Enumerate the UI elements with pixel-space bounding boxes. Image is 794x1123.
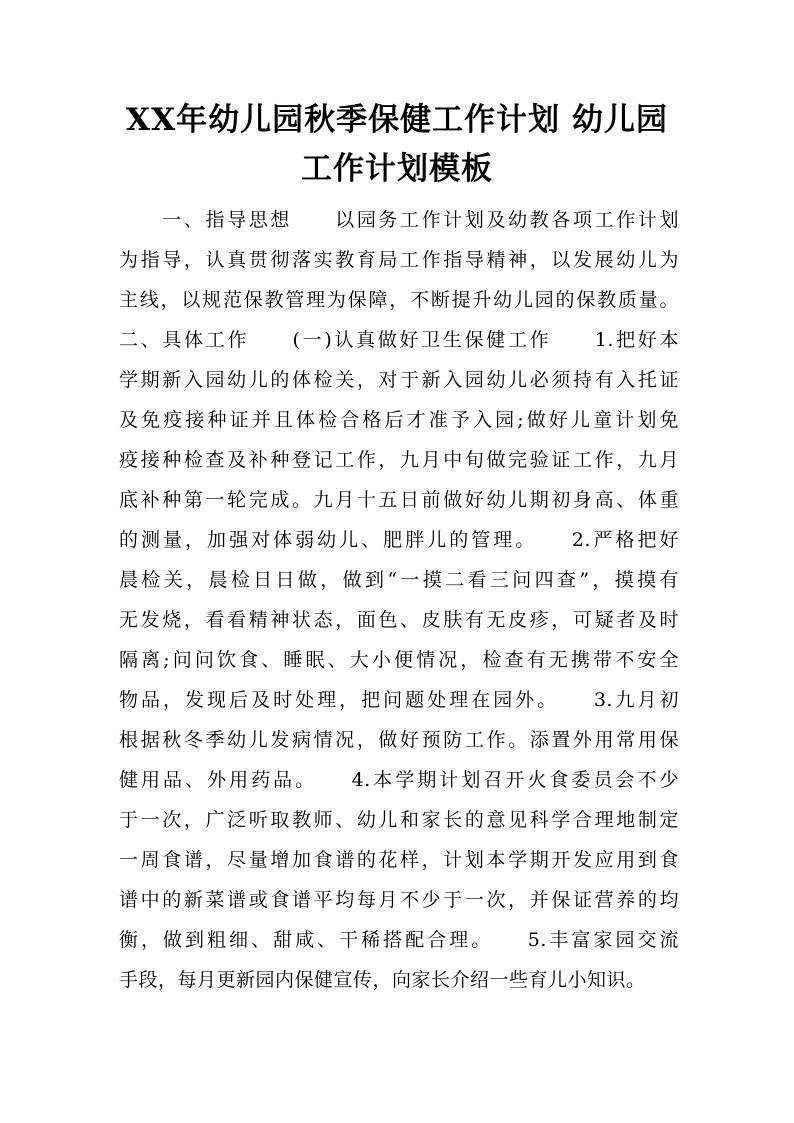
body-line: 的测量，加强对体弱幼儿、肥胖儿的管理。 2.严格把好 [119,529,679,551]
body-line: 一、指导思想 以园务工作计划及幼教各项工作计划 [119,209,679,231]
body-line: 手段，每月更新园内保健宣传，向家长介绍一些育儿小知识。 [119,969,646,991]
body-line: 无发烧，看看精神状态，面色、皮肤有无皮疹，可疑者及时 [119,609,679,631]
title-line-1: XX年幼儿园秋季保健工作计划 幼儿园 [126,102,668,138]
body-line: 底补种第一轮完成。九月十五日前做好幼儿期初身高、体重 [119,489,679,511]
body-line: 学期新入园幼儿的体检关，对于新入园幼儿必须持有入托证 [119,369,679,391]
body-line: 主线，以规范保教管理为保障，不断提升幼儿园的保教质量。 [119,289,679,311]
body-line: 于一次，广泛听取教师、幼儿和家长的意见科学合理地制定 [119,809,679,831]
body-line: 及免疫接种证并且体检合格后才准予入园;做好儿童计划免 [119,409,679,431]
body-line: 晨检关，晨检日日做，做到“一摸二看三问四查”，摸摸有 [119,569,679,591]
body-line: 一周食谱，尽量增加食谱的花样，计划本学期开发应用到食 [119,849,679,871]
body-line: 根据秋冬季幼儿发病情况，做好预防工作。添置外用常用保 [119,729,679,751]
document-body [119,200,679,1000]
body-line: 谱中的新菜谱或食谱平均每月不少于一次，并保证营养的均 [119,889,679,911]
body-line: 物品，发现后及时处理，把问题处理在园外。 3.九月初 [119,689,679,711]
body-line: 二、具体工作 (一)认真做好卫生保健工作 1.把好本 [119,329,679,351]
document-title [100,96,694,194]
body-line: 疫接种检查及补种登记工作，九月中旬做完验证工作，九月 [119,449,679,471]
title-line-2: 工作计划模板 [301,151,493,187]
body-line: 隔离;问问饮食、睡眠、大小便情况，检查有无携带不安全 [119,649,679,671]
body-line: 为指导，认真贯彻落实教育局工作指导精神，以发展幼儿为 [119,249,679,271]
body-line: 衡，做到粗细、甜咸、干稀搭配合理。 5.丰富家园交流 [119,929,679,951]
body-line: 健用品、外用药品。 4.本学期计划召开火食委员会不少 [119,769,679,791]
